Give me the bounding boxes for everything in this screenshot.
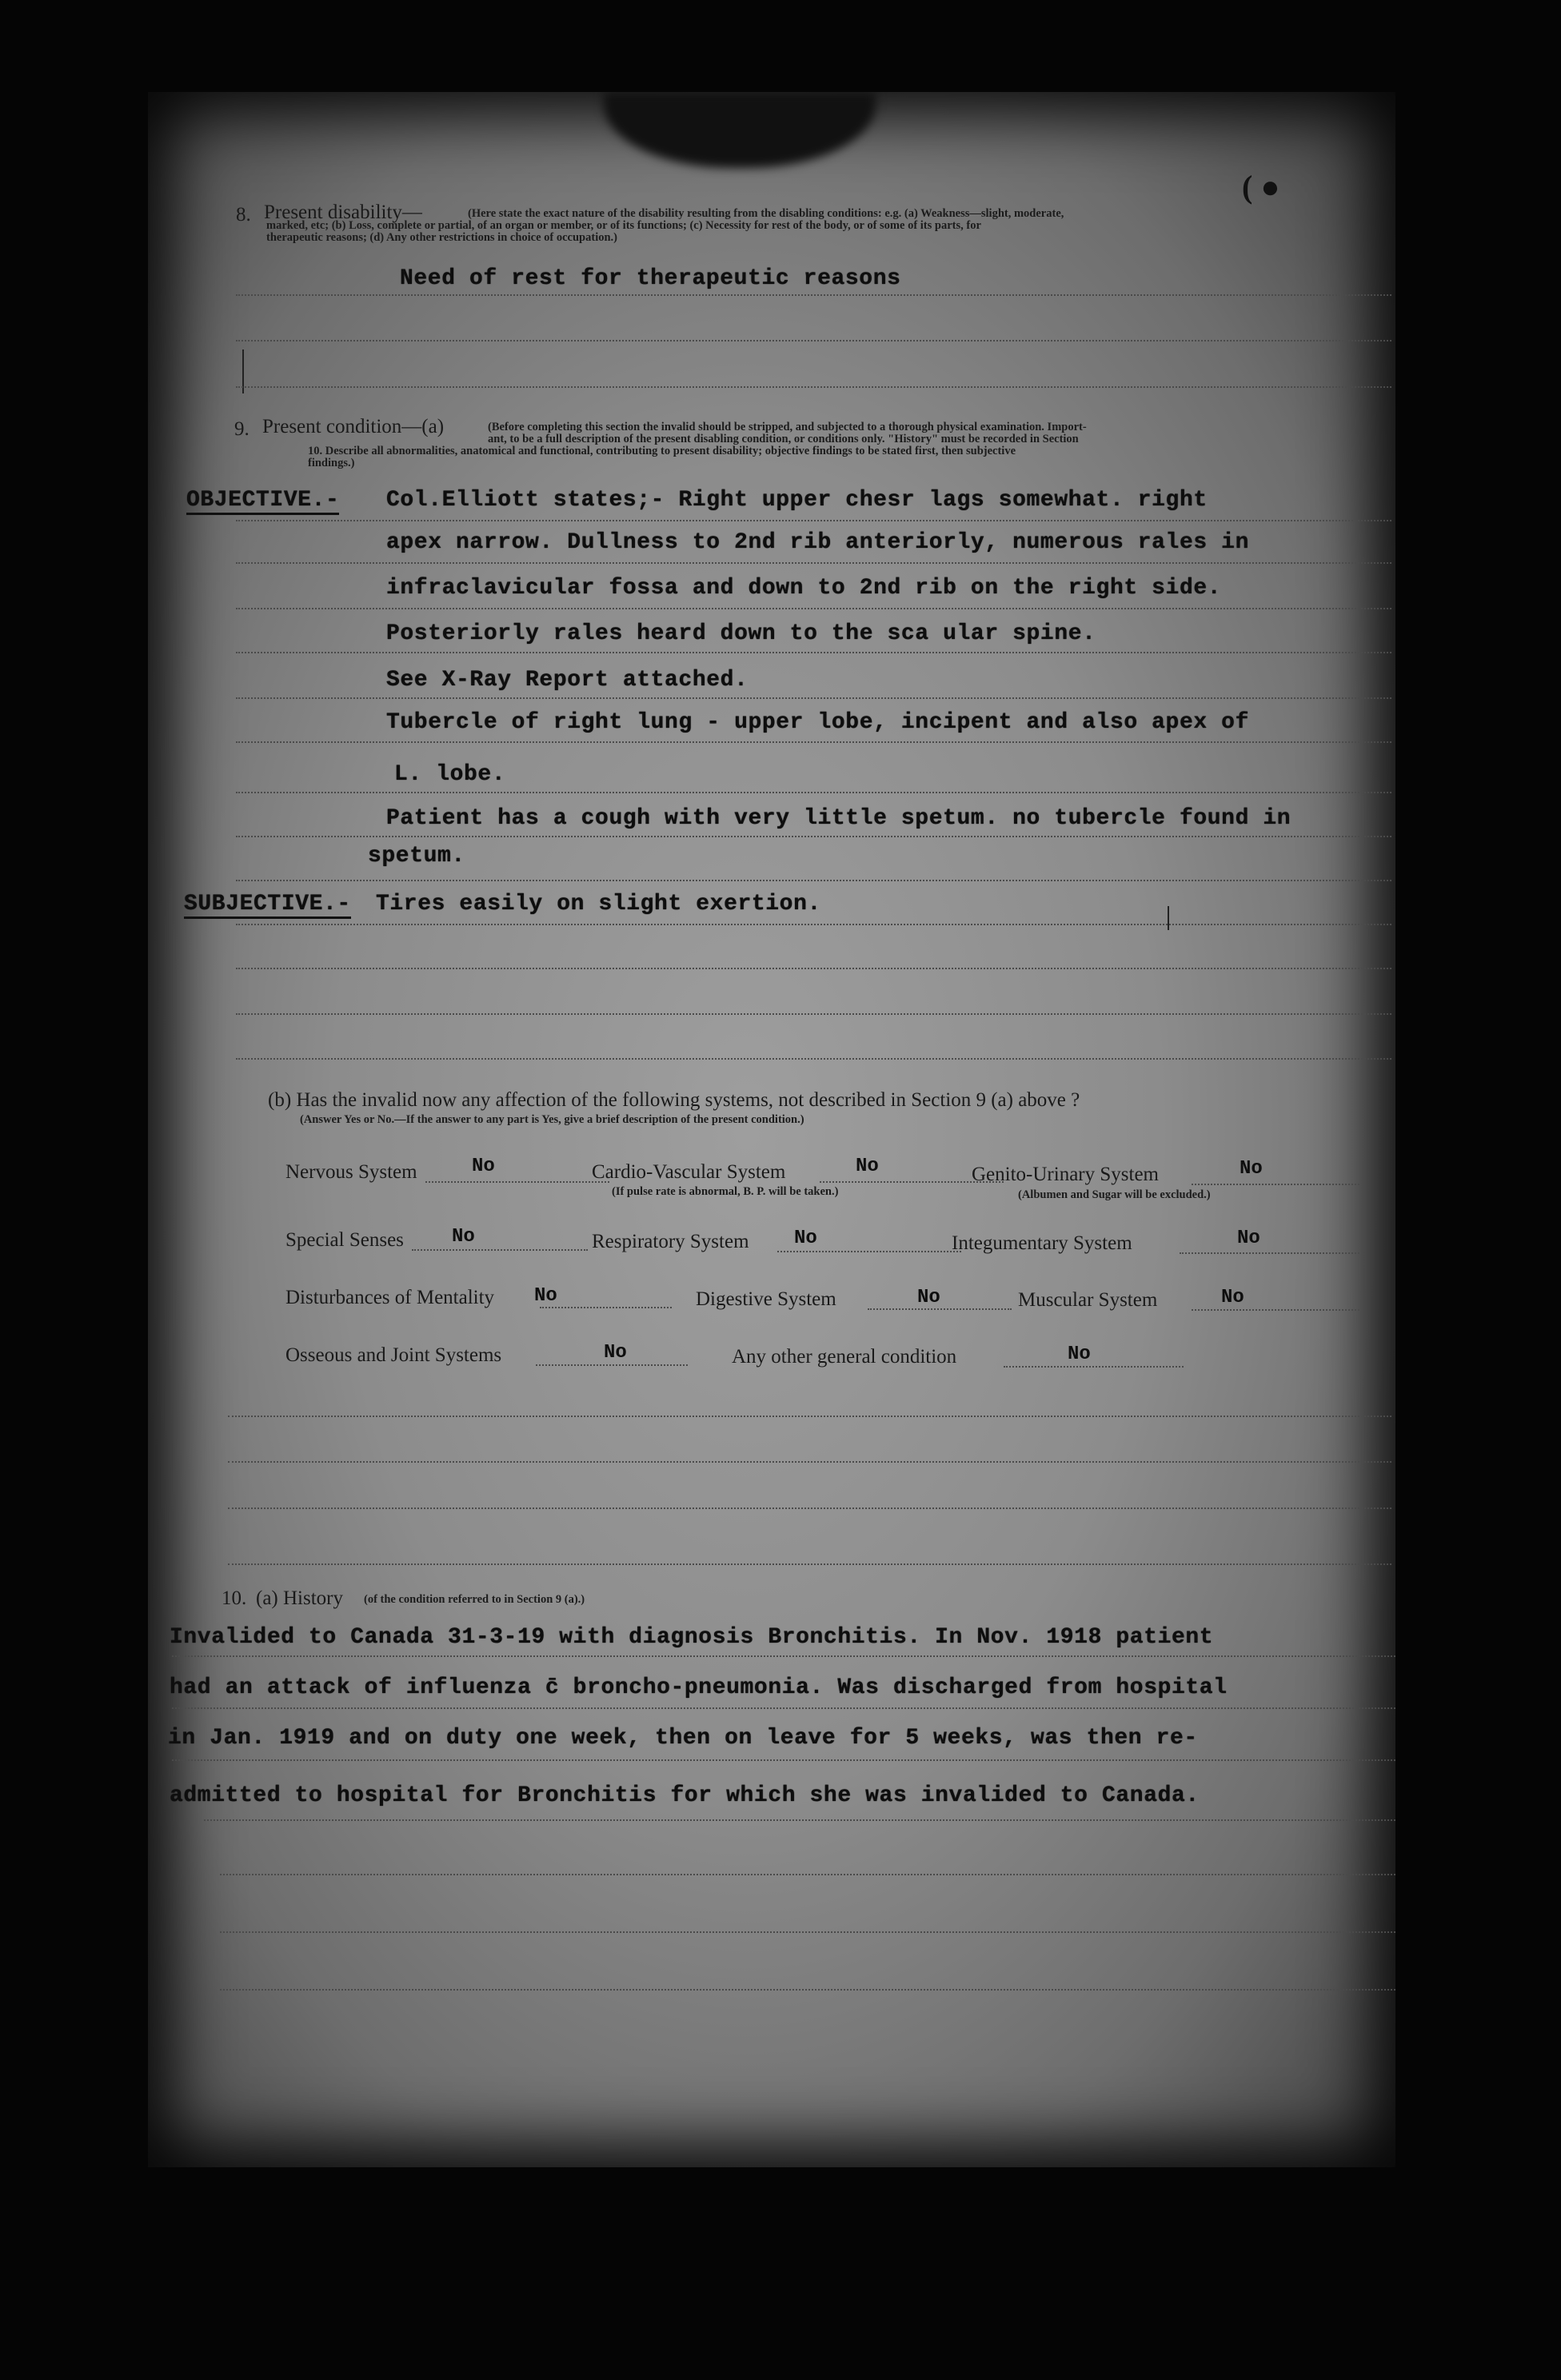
section9-title: Present condition—(a)	[262, 416, 445, 437]
rule-line	[228, 1563, 1391, 1565]
other-condition-label: Any other general condition	[732, 1346, 957, 1368]
rule-line	[236, 741, 1391, 743]
osseous-joint-answer: No	[604, 1342, 627, 1364]
answer-line	[1004, 1366, 1184, 1368]
mentality-answer: No	[534, 1285, 557, 1307]
form-page	[148, 92, 1395, 2167]
subjective-text: Tires easily on slight exertion.	[376, 892, 821, 916]
nervous-system-answer: No	[472, 1156, 495, 1177]
rule-line	[172, 1759, 1395, 1761]
answer-line	[777, 1251, 961, 1252]
rule-line	[236, 836, 1391, 837]
other-condition-answer: No	[1068, 1344, 1091, 1365]
section9-instruction-2: ant, to be a full description of the present disabling condition, or conditions only. "History" must be recorded in Section	[488, 433, 1079, 445]
rule-line	[236, 608, 1391, 609]
objective-line-9: spetum.	[368, 844, 465, 869]
section9b-instruction: (Answer Yes or No.—If the answer to any part is Yes, give a brief description of the present condition.)	[300, 1113, 804, 1126]
rule-line	[236, 562, 1391, 564]
respiratory-system-label: Respiratory System	[592, 1231, 749, 1252]
history-line-3: in Jan. 1919 and on duty one week, then on leave for 5 weeks, was then re-	[168, 1726, 1198, 1751]
objective-line-1: Col.Elliott states;- Right upper chesr lags somewhat. right	[386, 488, 1208, 513]
rule-line	[228, 1507, 1391, 1509]
rule-line	[172, 1655, 1395, 1657]
muscular-system-answer: No	[1221, 1287, 1244, 1308]
section9-instruction-3: 10. Describe all abnormalities, anatomical and functional, contributing to present disability; objective findings to be stated first, then subjective	[308, 445, 1016, 457]
rule-line	[220, 1931, 1395, 1933]
corner-mark: ( ●	[1242, 169, 1280, 205]
rule-line	[204, 1819, 1395, 1821]
history-line-1: Invalided to Canada 31-3-19 with diagnosis Bronchitis. In Nov. 1918 patient	[170, 1625, 1214, 1650]
section8-instruction-2: marked, etc; (b) Loss, complete or partial, of an organ or member, or of its functions; (c) Necessity for rest of the body, or of some of its parts, for	[266, 219, 981, 232]
osseous-joint-label: Osseous and Joint Systems	[285, 1344, 502, 1366]
muscular-system-label: Muscular System	[1018, 1289, 1158, 1311]
section9b-question: (b) Has the invalid now any affection of the following systems, not described in Section 9 (a) above ?	[268, 1089, 1080, 1111]
rule-line	[220, 1874, 1395, 1875]
objective-line-4: Posteriorly rales heard down to the sca ular spine.	[386, 621, 1096, 646]
objective-label: OBJECTIVE.-	[186, 488, 339, 515]
genito-urinary-label: Genito-Urinary System	[972, 1164, 1159, 1185]
rule-line	[236, 340, 1391, 341]
section10-subtitle: (of the condition referred to in Section 9 (a).)	[364, 1593, 585, 1606]
objective-line-7: L. lobe.	[394, 762, 506, 787]
rule-line	[236, 520, 1391, 521]
rule-line	[172, 1707, 1395, 1709]
special-senses-label: Special Senses	[285, 1229, 404, 1251]
cardio-vascular-answer: No	[856, 1156, 879, 1177]
objective-line-3: infraclavicular fossa and down to 2nd rib on the right side.	[386, 576, 1222, 601]
ink-blot	[604, 92, 876, 168]
rule-line	[220, 1989, 1395, 1991]
answer-line	[540, 1307, 672, 1308]
section9-number: 9.	[234, 418, 250, 440]
margin-tick	[1168, 906, 1169, 930]
nervous-system-label: Nervous System	[285, 1161, 417, 1183]
digestive-system-answer: No	[917, 1287, 940, 1308]
rule-line	[236, 294, 1391, 296]
rule-line	[236, 792, 1391, 793]
integumentary-system-label: Integumentary System	[952, 1232, 1132, 1254]
section8-instruction-1: (Here state the exact nature of the disability resulting from the disabling conditions: e.g. (a) Weakness—slight, moderate,	[468, 207, 1064, 220]
answer-line	[1180, 1252, 1359, 1254]
section8-number: 8.	[236, 204, 251, 226]
section10-number: 10.	[222, 1587, 247, 1609]
cardio-vascular-note: (If pulse rate is abnormal, B. P. will be taken.)	[612, 1185, 839, 1198]
digestive-system-label: Digestive System	[696, 1288, 836, 1310]
section8-instruction-3: therapeutic reasons; (d) Any other restrictions in choice of occupation.)	[266, 231, 617, 244]
rule-line	[236, 386, 1391, 388]
rule-line	[236, 1013, 1391, 1015]
rule-line	[236, 697, 1391, 699]
answer-line	[412, 1249, 588, 1251]
rule-line	[236, 924, 1391, 925]
section9-instruction-1: (Before completing this section the invalid should be stripped, and subjected to a thorough physical examination. Import-	[488, 421, 1087, 433]
history-line-2: had an attack of influenza c̄ broncho-pneumonia. Was discharged from hospital	[170, 1675, 1228, 1700]
answer-line	[868, 1308, 1012, 1310]
objective-line-5: See X-Ray Report attached.	[386, 668, 749, 693]
section8-title: Present disability—	[264, 202, 422, 223]
answer-line	[425, 1181, 609, 1183]
answer-line	[536, 1364, 688, 1366]
history-line-4: admitted to hospital for Bronchitis for which she was invalided to Canada.	[170, 1783, 1200, 1808]
genito-urinary-note: (Albumen and Sugar will be excluded.)	[1018, 1188, 1211, 1201]
answer-line	[1192, 1309, 1359, 1311]
objective-line-6: Tubercle of right lung - upper lobe, incipent and also apex of	[386, 710, 1249, 735]
rule-line	[228, 1416, 1391, 1417]
special-senses-answer: No	[452, 1226, 475, 1248]
genito-urinary-answer: No	[1240, 1158, 1263, 1180]
objective-line-8: Patient has a cough with very little spetum. no tubercle found in	[386, 806, 1292, 831]
rule-line	[236, 968, 1391, 969]
rule-line	[228, 1461, 1391, 1463]
mentality-label: Disturbances of Mentality	[285, 1287, 495, 1308]
section9-instruction-4: findings.)	[308, 457, 355, 469]
section8-typed-text: Need of rest for therapeutic reasons	[400, 266, 901, 291]
rule-line	[236, 652, 1391, 653]
rule-line	[236, 880, 1391, 881]
rule-line	[236, 1058, 1391, 1060]
cardio-vascular-label: Cardio-Vascular System	[592, 1161, 786, 1183]
objective-line-2: apex narrow. Dullness to 2nd rib anteriorly, numerous rales in	[386, 530, 1249, 555]
answer-line	[1192, 1184, 1359, 1185]
integumentary-system-answer: No	[1237, 1228, 1260, 1249]
subjective-label: SUBJECTIVE.-	[184, 892, 351, 919]
section10-title: (a) History	[256, 1587, 343, 1609]
respiratory-system-answer: No	[794, 1228, 817, 1249]
